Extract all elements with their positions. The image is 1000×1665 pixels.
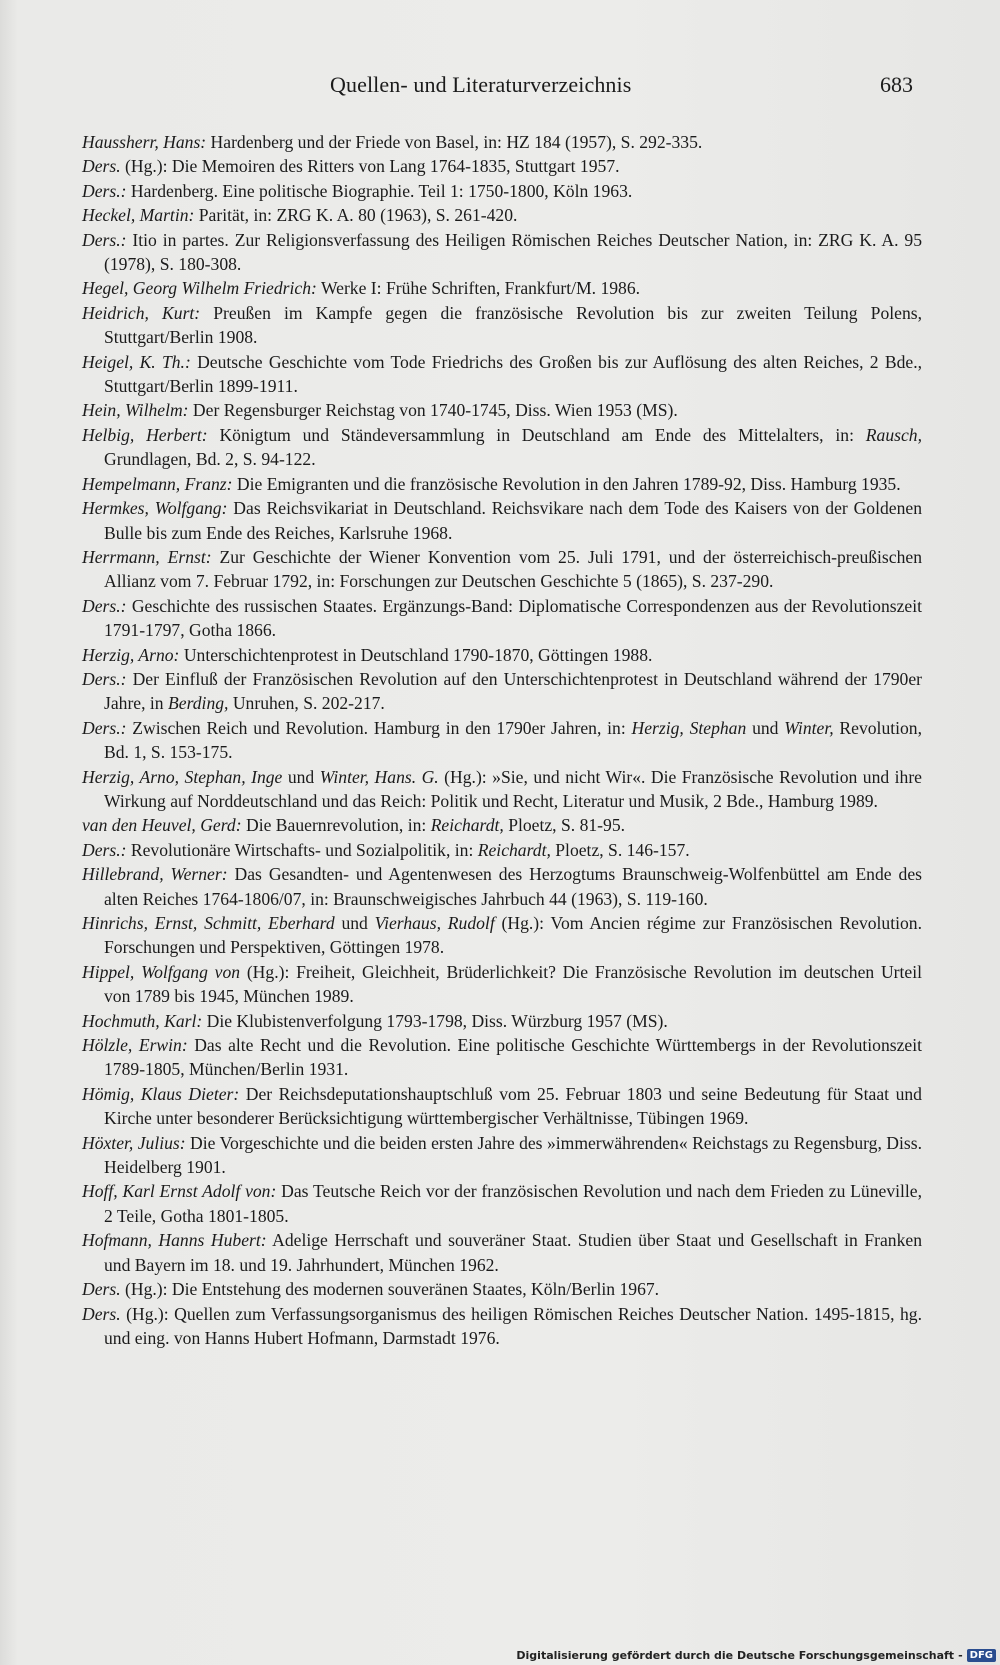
bibliography-entry — [82, 423, 922, 472]
entry-text: Adelige Herrschaft und souveräner Staat. Studien über Staat und Gesellschaft in Franken und Bayern im 18. und 19. Jahrhundert, München 1962. — [104, 1230, 923, 1275]
entry-text: Königtum und Ständeversammlung in Deutschland am Ende des Mittelalters, in: — [207, 424, 866, 445]
entry-author-italic: Winter, — [784, 717, 834, 738]
entry-author-italic: Heidrich, Kurt: — [82, 302, 201, 323]
entry-author-italic: Helbig, Herbert: — [82, 424, 208, 445]
bibliography-entry — [82, 594, 922, 643]
entry-author-italic: Hölzle, Erwin: — [82, 1035, 188, 1056]
entry-author-italic: Vierhaus, Rudolf — [374, 913, 495, 933]
entry-author-italic: Hofmann, Hanns Hubert: — [82, 1230, 267, 1251]
bibliography-entry — [82, 301, 922, 350]
entry-text: Die Emigranten und die französische Revolution in den Jahren 1789-92, Diss. Hamburg 1935. — [232, 473, 901, 494]
bibliography-entry — [82, 350, 922, 399]
entry-author-italic: Höxter, Julius: — [82, 1132, 186, 1153]
entry-text: Werke I: Frühe Schriften, Frankfurt/M. 1986. — [316, 278, 641, 299]
bibliography-entry — [82, 179, 922, 203]
entry-author-italic: Haussherr, Hans: — [82, 132, 207, 152]
entry-author-italic: Hillebrand, Werner: — [82, 864, 228, 885]
entry-text: (Hg.): Die Memoiren des Ritters von Lang 1764-1835, Stuttgart 1957. — [120, 156, 620, 177]
entry-text: Parität, in: ZRG K. A. 80 (1963), S. 261-420. — [194, 205, 518, 226]
entry-author-italic: Ders.: — [82, 717, 127, 738]
entry-text: Zwischen Reich und Revolution. Hamburg in den 1790er Jahren, in: — [126, 717, 632, 738]
bibliography-entry — [82, 496, 922, 545]
entry-text: Revolutionäre Wirtschafts- und Sozialpolitik, in: — [126, 839, 478, 860]
bibliography-entry — [82, 1082, 922, 1131]
bibliography-entry — [82, 1277, 922, 1301]
entry-text: Das Reichsvikariat in Deutschland. Reichsvikare nach dem Tode des Kaisers von der Goldenen Bulle bis zum Ende des Reiches, Karlsruhe 1968. — [104, 498, 922, 543]
bibliography-entry — [82, 228, 922, 277]
bibliography-entry — [82, 1302, 922, 1351]
entry-text: Der Einfluß der Französischen Revolution auf den Unterschichtenprotest in Deutschland während der 1790er Jahre, in — [104, 668, 922, 714]
entry-text: Das Teutsche Reich vor der französischen Revolution und nach dem Frieden zu Lüneville, 2 Teile, Gotha 1801-1805. — [104, 1181, 922, 1226]
dfg-logo: DFG — [967, 1649, 996, 1662]
entry-author-italic: Herzig, Stephan — [631, 717, 747, 738]
entry-author-italic: Herzig, Arno, Stephan, Inge — [82, 766, 283, 787]
entry-author-italic: Winter, Hans. G. — [319, 766, 439, 787]
bibliography-entry — [82, 667, 922, 716]
entry-author-italic: Heigel, K. Th.: — [82, 351, 191, 372]
entry-text: und — [746, 717, 785, 738]
bibliography-entry — [82, 716, 922, 765]
entry-text: (Hg.): »Sie, und nicht Wir«. Die Französische Revolution und ihre Wirkung auf Norddeutschland und das Reich: Politik und Recht, Literatur und Musik, 2 Bde., Hamburg 1989. — [104, 766, 922, 811]
entry-author-italic: Ders.: — [82, 229, 127, 250]
entry-author-italic: Ders.: — [82, 668, 127, 689]
entry-text: Hardenberg und der Friede von Basel, in: HZ 184 (1957), S. 292-335. — [206, 132, 703, 152]
entry-text: Ploetz, S. 81-95. — [503, 815, 626, 836]
entry-text: Grundlagen, Bd. 2, S. 94-122. — [104, 449, 316, 470]
entry-author-italic: Reichardt, — [430, 815, 504, 836]
entry-author-italic: Ders. — [82, 156, 121, 177]
entry-author-italic: van den Heuvel, Gerd: — [82, 815, 242, 836]
bibliography-entry — [82, 130, 922, 154]
bibliography-entry — [82, 1179, 922, 1228]
entry-text: Hardenberg. Eine politische Biographie. Teil 1: 1750-1800, Köln 1963. — [126, 180, 633, 201]
entry-text: (Hg.): Die Entstehung des modernen souveränen Staates, Köln/Berlin 1967. — [120, 1279, 660, 1300]
entry-author-italic: Ders.: — [82, 839, 127, 860]
entry-author-italic: Herzig, Arno: — [82, 644, 180, 665]
footer-text: Digitalisierung gefördert durch die Deutsche Forschungsgemeinschaft — [516, 1649, 955, 1662]
entry-author-italic: Berding, — [168, 693, 229, 714]
running-title: Quellen- und Literaturverzeichnis — [330, 72, 632, 97]
entry-author-italic: Reichardt, — [477, 839, 551, 860]
bibliography-entry — [82, 398, 922, 422]
entry-text: Das Gesandten- und Agentenwesen des Herzogtums Braunschweig-Wolfenbüttel am Ende des alten Reiches 1764-1806/07, in: Braunschweigisches Jahrbuch 44 (1963), S. 119-160. — [104, 864, 922, 909]
entry-author-italic: Rausch, — [865, 424, 922, 445]
bibliography-entry — [82, 472, 922, 496]
entry-text: (Hg.): Vom Ancien régime zur Französischen Revolution. Forschungen und Perspektiven, Göttingen 1978. — [104, 913, 922, 958]
bibliography-entry — [82, 1033, 922, 1082]
entry-text: (Hg.): Quellen zum Verfassungsorganismus des heiligen Römischen Reiches Deutscher Nation. 1495-1815, hg. und eing. von Hanns Hubert Hofmann, Darmstadt 1976. — [104, 1303, 922, 1348]
entry-text: Geschichte des russischen Staates. Ergänzungs-Band: Diplomatische Correspondenzen aus der Revolutionszeit 1791-1797, Gotha 1866. — [104, 595, 922, 641]
entry-author-italic: Hermkes, Wolfgang: — [82, 498, 228, 519]
entry-author-italic: Ders. — [82, 1303, 121, 1324]
entry-text: Der Reichsdeputationshauptschluß vom 25. Februar 1803 und seine Bedeutung für Staat und Kirche unter besonderer Berücksichtigung württembergischer Verhältnisse, Tübingen 1969. — [104, 1083, 922, 1129]
bibliography-entry — [82, 765, 922, 814]
entry-author-italic: Hochmuth, Karl: — [82, 1010, 203, 1031]
entry-text: Das alte Recht und die Revolution. Eine politische Geschichte Württembergs in der Revolutionszeit 1789-1805, München/Berlin 1931. — [104, 1035, 922, 1080]
entry-text: Deutsche Geschichte vom Tode Friedrichs des Großen bis zur Auflösung des alten Reiches, 2 Bde., Stuttgart/Berlin 1899-1911. — [104, 351, 922, 397]
entry-text: Der Regensburger Reichstag von 1740-1745, Diss. Wien 1953 (MS). — [188, 400, 678, 421]
entry-author-italic: Ders. — [82, 1279, 121, 1300]
entry-author-italic: Ders.: — [82, 180, 127, 201]
entry-text: Unterschichtenprotest in Deutschland 1790-1870, Göttingen 1988. — [179, 644, 653, 665]
bibliography-entry — [82, 1131, 922, 1180]
entry-text: Die Klubistenverfolgung 1793-1798, Diss. Würzburg 1957 (MS). — [202, 1010, 668, 1031]
bibliography-entry — [82, 911, 922, 960]
bibliography-list — [82, 130, 922, 1350]
entry-text: Die Bauernrevolution, in: — [241, 815, 431, 836]
entry-text: und — [334, 913, 375, 933]
entry-author-italic: Hein, Wilhelm: — [82, 400, 189, 421]
entry-text: Revolution, Bd. 1, S. 153-175. — [104, 717, 923, 763]
entry-author-italic: Hömig, Klaus Dieter: — [82, 1083, 240, 1104]
bibliography-entry — [82, 1228, 922, 1277]
entry-text: Die Vorgeschichte und die beiden ersten Jahre des »immerwährenden« Reichstags zu Regensburg, Diss. Heidelberg 1901. — [104, 1132, 922, 1178]
entry-text: Ploetz, S. 146-157. — [550, 839, 690, 860]
entry-author-italic: Herrmann, Ernst: — [82, 546, 212, 567]
bibliography-entry — [82, 838, 922, 862]
bibliography-entry — [82, 276, 922, 300]
entry-author-italic: Hippel, Wolfgang von — [82, 961, 241, 982]
entry-author-italic: Heckel, Martin: — [82, 205, 195, 226]
bibliography-entry — [82, 862, 922, 911]
entry-author-italic: Hempelmann, Franz: — [82, 473, 233, 494]
entry-text: und — [282, 766, 320, 787]
entry-text: (Hg.): Freiheit, Gleichheit, Brüderlichkeit? Die Französische Revolution im deutschen Urteil von 1789 bis 1945, München 1989. — [104, 961, 922, 1007]
bibliography-entry — [82, 643, 922, 667]
bibliography-entry — [82, 1009, 922, 1033]
entry-author-italic: Hegel, Georg Wilhelm Friedrich: — [82, 278, 317, 299]
bibliography-entry — [82, 203, 922, 227]
bibliography-entry — [82, 154, 922, 178]
entry-author-italic: Ders.: — [82, 595, 127, 616]
bibliography-entry — [82, 545, 922, 594]
page-number: 683 — [880, 72, 913, 97]
bibliography-entry — [82, 813, 922, 837]
entry-text: Zur Geschichte der Wiener Konvention vom 25. Juli 1791, und der österreichisch-preußischen Allianz vom 7. Februar 1792, in: Forschungen zur Deutschen Geschichte 5 (1865), S. 237-290. — [104, 546, 922, 592]
entry-text: Itio in partes. Zur Religionsverfassung des Heiligen Römischen Reiches Deutscher Nation, in: ZRG K. A. 95 (1978), S. 180-308. — [104, 229, 922, 275]
entry-text: Preußen im Kampfe gegen die französische Revolution bis zur zweiten Teilung Polens, Stuttgart/Berlin 1908. — [104, 302, 922, 348]
entry-author-italic: Hoff, Karl Ernst Adolf von: — [82, 1181, 277, 1202]
footer-credit: Digitalisierung gefördert durch die Deutsche Forschungsgemeinschaft - DFG — [516, 1649, 996, 1662]
entry-author-italic: Hinrichs, Ernst, Schmitt, Eberhard — [82, 913, 335, 933]
bibliography-entry — [82, 960, 922, 1009]
entry-text: Unruhen, S. 202-217. — [228, 693, 385, 714]
